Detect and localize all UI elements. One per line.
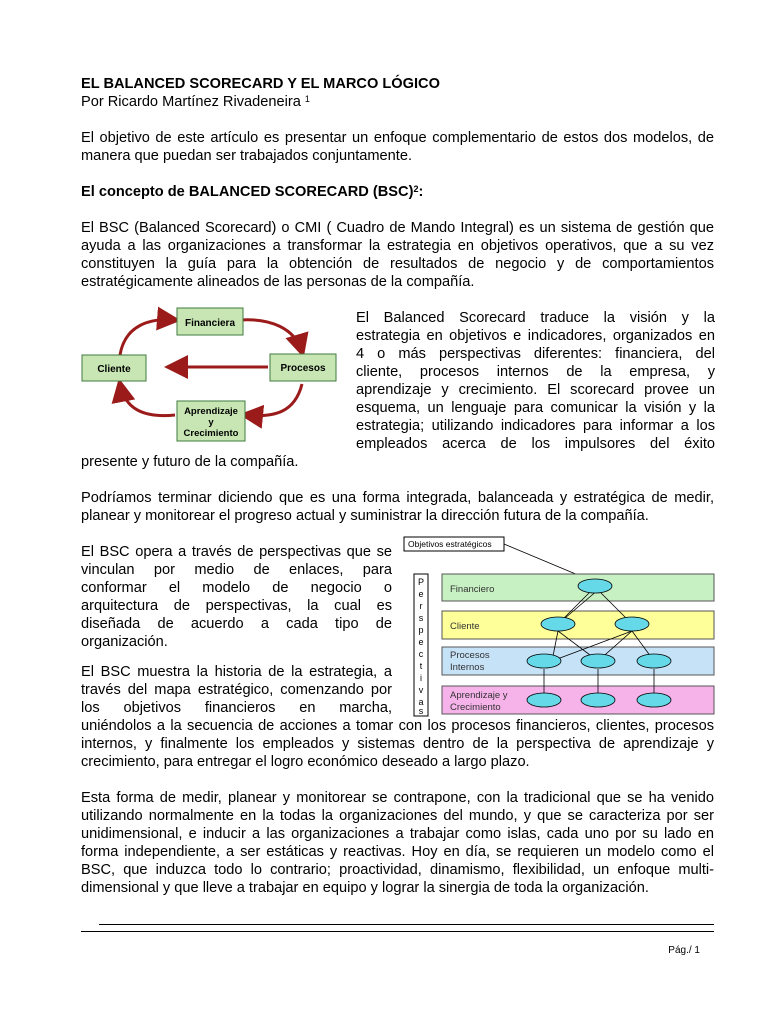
section-footnote-ref[interactable]: 2 [413,184,419,194]
vertical-letter: s [418,706,424,716]
paragraph-bsc-translation-tail: presente y futuro de la compañía. [81,454,299,470]
text-line: cliente, procesos internos de la empresa, y [356,364,715,380]
box-procesos-label: Procesos [280,363,326,374]
text-line: El Balanced Scorecard traduce la visión y la [356,310,715,326]
page-number: Pág./ 1 [668,945,700,956]
vertical-letter: c [418,649,424,659]
vertical-letter: a [418,697,424,707]
row-procesos-label-2: Internos [450,662,485,673]
vertical-letter: e [418,589,424,599]
paragraph-contrast: Esta forma de medir, planear y monitorear se contrapone, con la tradicional que se ha venido utilizando normalmente en la todas la organizaciones del mundo, y que se caracteriza por ser unidimensional, e inducir a las organizaciones a trabajar como islas, cada uno por su lado en forma independiente, a ser estáticas y reactivas. Hoy en día, se requieren un modelo como el BSC, que induzca todo lo contrario; proactividad, dinamismo, flexibilidad, un enfoque multi-dimensional y que lleve a trabajar en equipo y lograr la sinergia de toda la organización. [81,790,714,896]
text-line: vinculan por medio de enlaces, para [81,562,392,578]
text-line: 4 o más perspectivas diferentes: financiera, del [356,346,715,362]
objective-oval [578,579,612,593]
paragraph-bsc-definition: El BSC (Balanced Scorecard) o CMI ( Cuadro de Mando Integral) es un sistema de gestión que ayuda a las organizaciones a transformar la estrategia en objetivos operativos, que a su vez constituyen la guía para la obtención de resultados de negocio y de comportamientos estratégicamente alineados de las personas de la compañía. [81,220,714,290]
vertical-letter: r [419,601,423,611]
box-financiera-label: Financiera [184,318,236,329]
objective-oval [581,693,615,707]
text-line: El BSC opera a través de perspectivas que se [81,544,392,560]
section-heading [81,183,714,201]
paragraph-strategy-map [81,663,392,717]
footer-rule-upper [99,924,714,925]
author-name: Por Ricardo Martínez Rivadeneira [81,94,301,110]
arrow-aprendizaje-cliente [120,384,175,416]
row-financiero-label: Financiero [450,584,495,595]
author-line [81,93,714,111]
footer-rule-lower [81,931,714,932]
intro-paragraph: El objetivo de este artículo es presentar un enfoque complementario de estos dos modelos, de manera que puedan ser trabajados conjuntamente. [81,130,714,164]
row-cliente [442,611,714,639]
objective-oval [527,693,561,707]
text-line: diseñada de acuerdo a cada tipo de [81,616,392,632]
objective-oval [541,617,575,631]
text-line: esquema, un lenguaje para comunicar la visión y la [356,400,715,416]
row-procesos-label-1: Procesos [450,650,490,661]
objective-oval [581,654,615,668]
objective-oval [527,654,561,668]
strategy-map-diagram [402,534,716,718]
paragraph-strategy-map-tail: uniéndolos a la secuencia de acciones a tomar con los procesos financieros, clientes, procesos internos, y finalmente los empleados y sistemas dentro de la perspectiva de aprendizaje y crecimiento, para entregar el logro económico deseado a largo plazo. [81,718,714,770]
vertical-letter: v [418,685,424,695]
text-line: los objetivos financieros en marcha, [81,700,392,716]
box-cliente-label: Cliente [97,364,131,375]
vertical-letter: s [418,613,424,623]
text-line: empleados acerca de los impulsores del éxito [356,436,715,452]
document-title: EL BALANCED SCORECARD Y EL MARCO LÓGICO [81,76,440,92]
vertical-letter: P [417,577,425,587]
arrow-cliente-financiera [120,320,175,355]
text-line: estrategia en objetivos e indicadores, organizados en [356,328,715,344]
row-aprendizaje-label-2: Crecimiento [450,702,501,713]
paragraph-perspectives [81,543,392,651]
objective-oval [615,617,649,631]
paragraph-bsc-translation [356,309,715,453]
objective-oval [637,693,671,707]
vertical-letter: p [418,625,424,635]
text-line: estrategia; utilizando indicadores para informar a los [356,418,715,434]
row-aprendizaje-label-1: Aprendizaje y [450,690,508,701]
text-line: organización. [81,634,168,650]
text-line: través del mapa estratégico, comenzando por [81,682,392,698]
box-aprendizaje-label-2: y [208,417,214,428]
bsc-cycle-diagram [80,300,340,448]
section-heading-text: El concepto de BALANCED SCORECARD (BSC) [81,184,414,200]
vertical-letter: i [420,673,422,683]
vertical-letter: t [419,661,423,671]
section-heading-colon: : [418,184,424,200]
arrow-procesos-aprendizaje [245,384,302,416]
text-line: arquitectura de perspectivas, la cual es [81,598,392,614]
text-line: aprendizaje y crecimiento. El scorecard provee un [356,382,715,398]
paragraph-summary: Podríamos terminar diciendo que es una forma integrada, balanceada y estratégica de medir, planear y monitorear el progreso actual y suministrar la dirección futura de la compañía. [81,490,714,524]
author-footnote-ref[interactable]: 1 [304,94,310,104]
callout-label: Objetivos estratégicos [408,539,492,549]
arrow-financiera-procesos [240,320,302,352]
text-line: El BSC muestra la historia de la estrategia, a [81,664,392,680]
box-aprendizaje-label-3: Crecimiento [183,428,239,439]
objective-oval [637,654,671,668]
text-line: conformar el modelo de negocio o [81,580,392,596]
box-aprendizaje-label-1: Aprendizaje [184,406,238,417]
vertical-letter: e [418,637,424,647]
strategy-links [544,590,654,694]
row-cliente-label: Cliente [450,621,480,632]
